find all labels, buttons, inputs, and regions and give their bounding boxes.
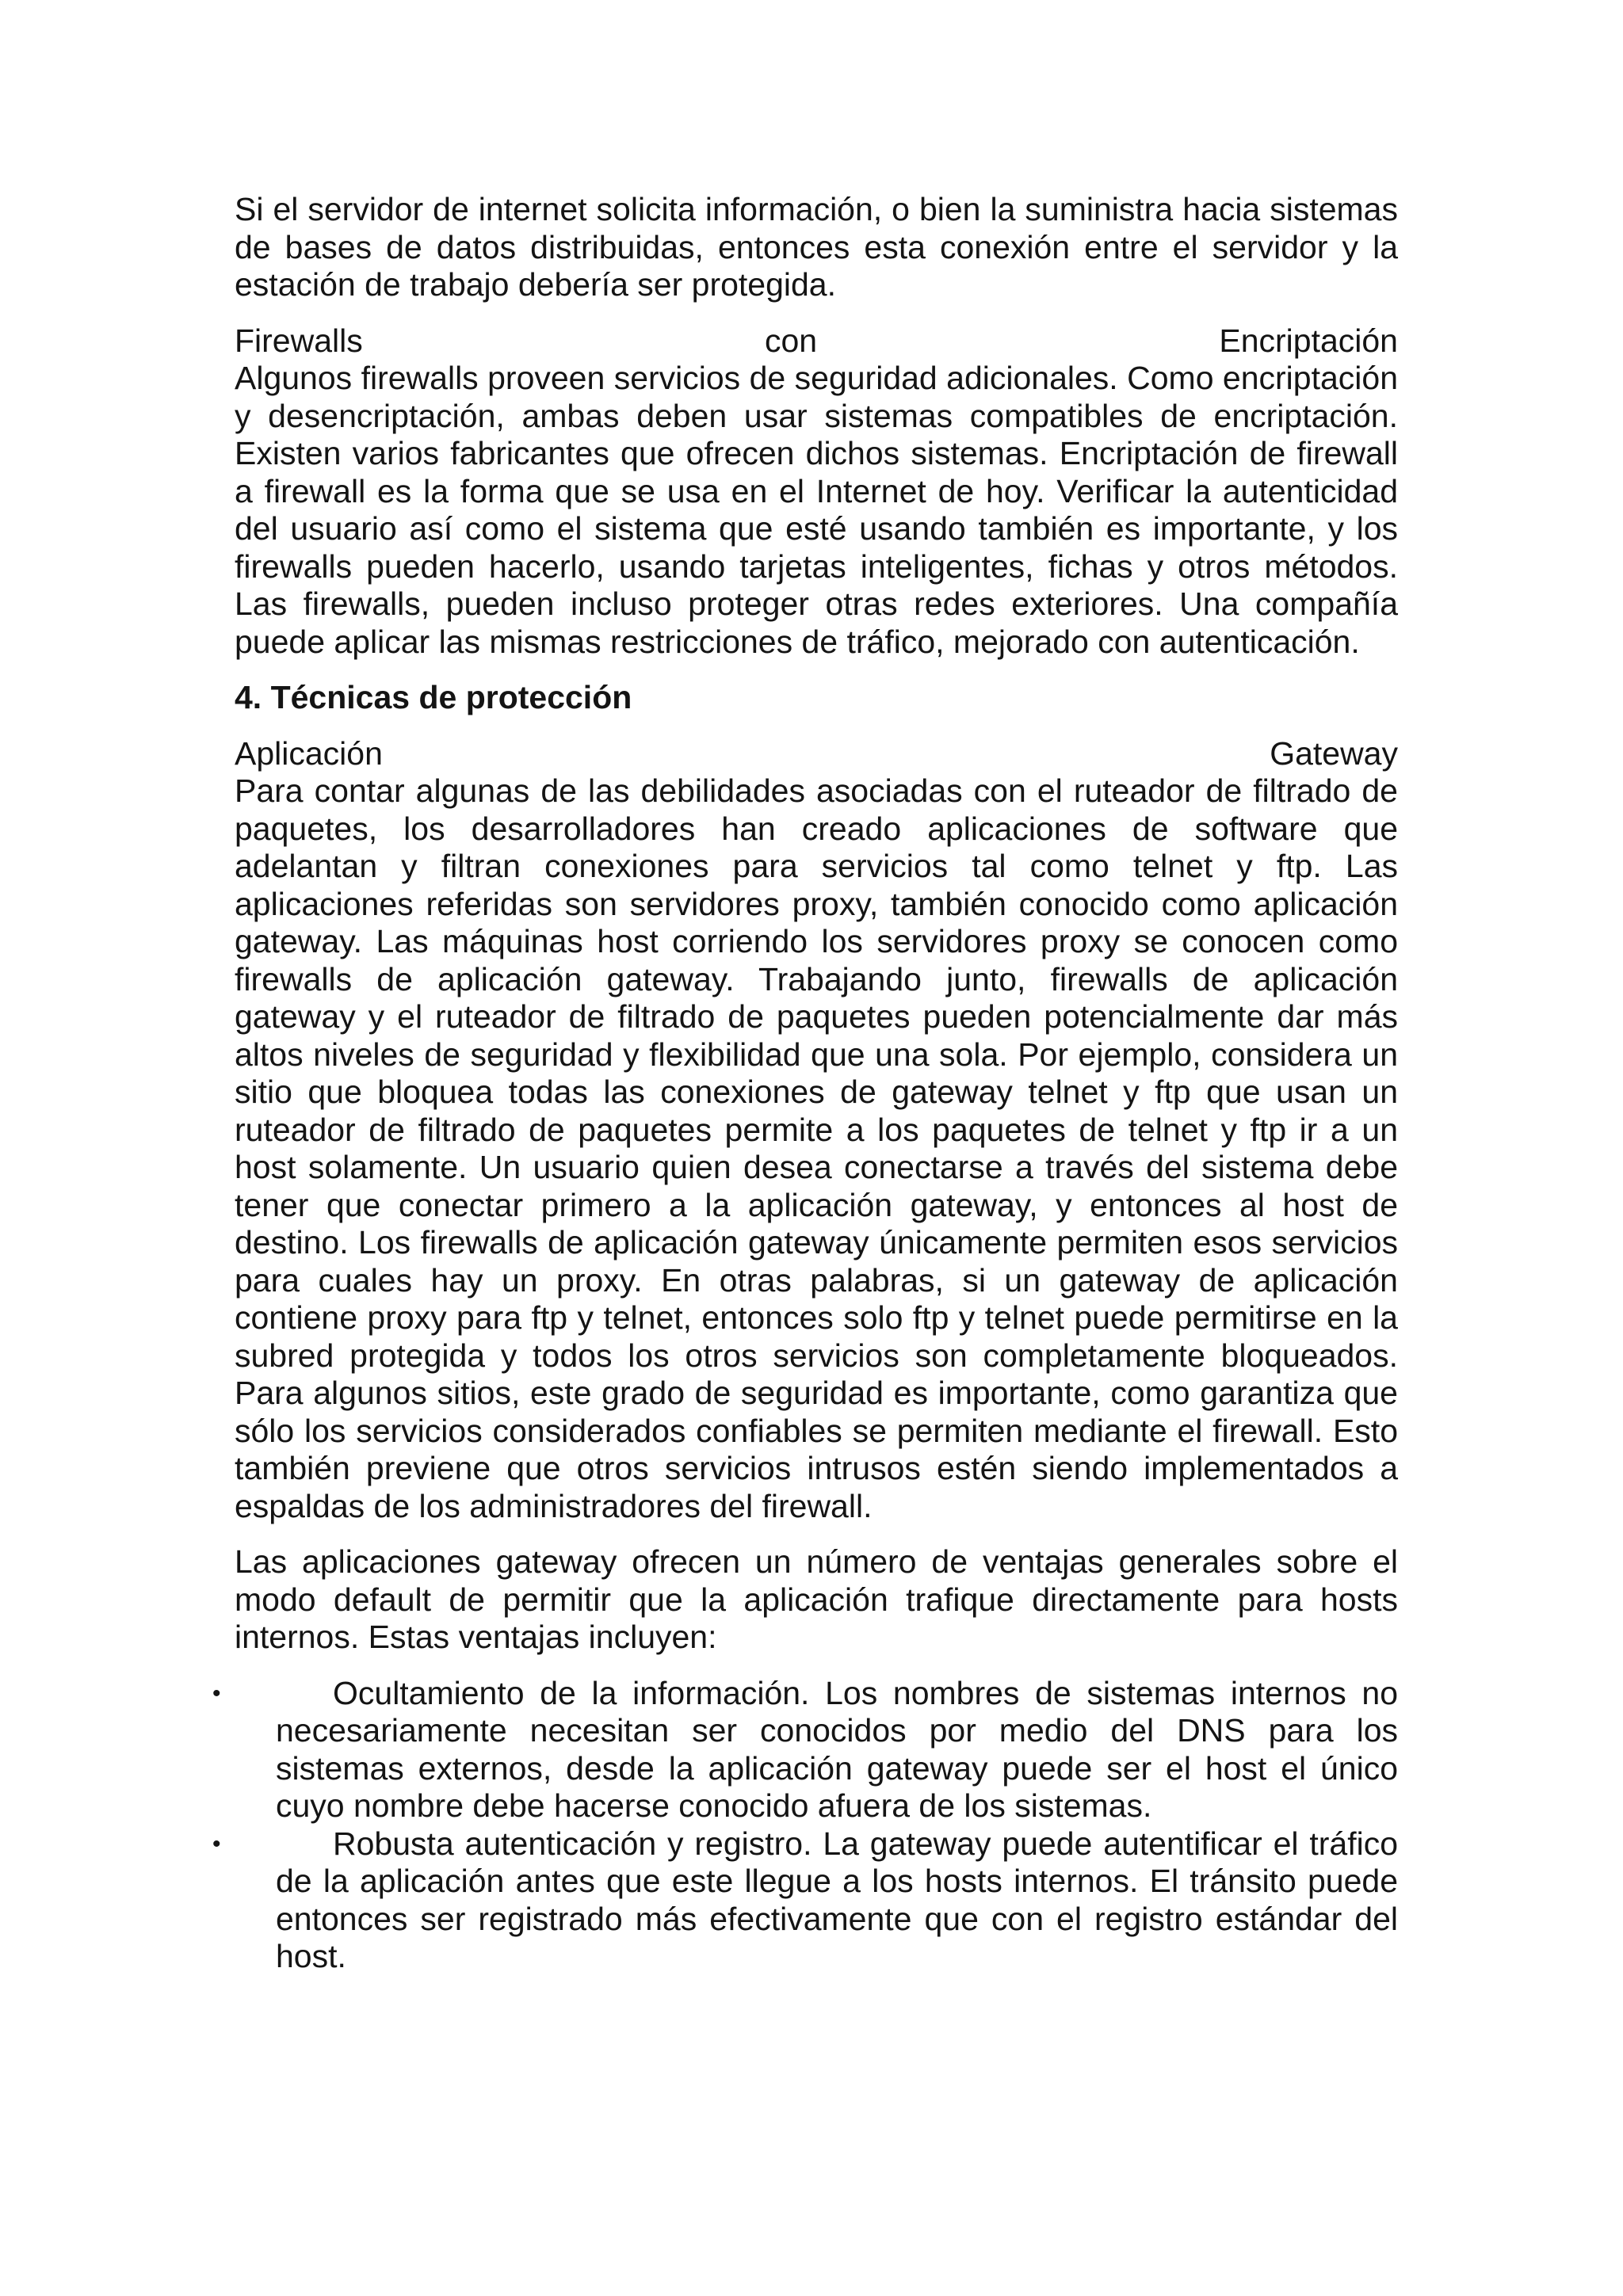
subheading-word-firewalls: Firewalls <box>235 322 363 359</box>
subheading-application-gateway <box>235 735 1398 773</box>
bullet-icon: • <box>212 1680 221 1707</box>
advantages-list <box>212 1674 1398 1976</box>
paragraph-gateway-advantages: Las aplicaciones gateway ofrecen un número de ventajas generales sobre el modo default de permitir que la aplicación trafique directamente para hosts internos. Estas ventajas incluyen: <box>235 1543 1398 1655</box>
list-item <box>212 1674 1398 1825</box>
list-item <box>212 1825 1398 1976</box>
subheading-word-con: con <box>765 322 818 359</box>
paragraph-server-connection: Si el servidor de internet solicita información, o bien la suministra hacia sistemas de bases de datos distribuidas, entonces esta conexión entre el servidor y la estación de trabajo debería ser protegida. <box>235 191 1398 303</box>
list-item-text: Ocultamiento de la información. Los nombres de sistemas internos no necesariamente necesitan ser conocidos por medio del DNS para los sistemas externos, desde la aplicación gateway puede ser el host el único cuyo nombre debe hacerse conocido afuera de los sistemas. <box>276 1674 1398 1824</box>
section-heading-protection-techniques: 4. Técnicas de protección <box>235 679 632 715</box>
subheading-word-gateway: Gateway <box>1270 734 1398 772</box>
bullet-icon: • <box>212 1830 221 1857</box>
subheading-firewalls-encryption <box>235 322 1398 360</box>
subheading-word-encriptacion: Encriptación <box>1219 322 1398 359</box>
list-item-text: Robusta autenticación y registro. La gateway puede autentificar el tráfico de la aplicación antes que este llegue a los hosts internos. El tránsito puede entonces ser registrado más efectivamente que con el registro estándar del host. <box>276 1825 1398 1974</box>
paragraph-firewall-encryption: Algunos firewalls proveen servicios de seguridad adicionales. Como encriptación y desencriptación, ambas deben usar sistemas compatibles de encriptación. Existen varios fabricantes que ofrecen dichos sistemas. Encriptación de firewall a firewall es la forma que se usa en el Internet de hoy. Verificar la autenticidad del usuario así como el sistema que esté usando también es importante, y los firewalls pueden hacerlo, usando tarjetas inteligentes, fichas y otros métodos. Las firewalls, pueden incluso proteger otras redes exteriores. Una compañía puede aplicar las mismas restricciones de tráfico, mejorado con autenticación. <box>235 360 1398 660</box>
document-page <box>212 191 1398 1976</box>
subheading-word-aplicacion: Aplicación <box>235 734 383 772</box>
paragraph-application-gateway: Para contar algunas de las debilidades asociadas con el ruteador de filtrado de paquetes, los desarrolladores han creado aplicaciones de software que adelantan y filtran conexiones para servicios tal como telnet y ftp. Las aplicaciones referidas son servidores proxy, también conocido como aplicación gateway. Las máquinas host corriendo los servidores proxy se conocen como firewalls de aplicación gateway. Trabajando junto, firewalls de aplicación gateway y el ruteador de filtrado de paquetes pueden potencialmente dar más altos niveles de seguridad y flexibilidad que una sola. Por ejemplo, considera un sitio que bloquea todas las conexiones de gateway telnet y ftp que usan un ruteador de filtrado de paquetes permite a los paquetes de telnet y ftp ir a un host solamente. Un usuario quien desea conectarse a través del sistema debe tener que conectar primero a la aplicación gateway, y entonces al host de destino. Los firewalls de aplicación gateway únicamente permiten esos servicios para cuales hay un proxy. En otras palabras, si un gateway de aplicación contiene proxy para ftp y telnet, entonces solo ftp y telnet puede permitirse en la subred protegida y todos los otros servicios son completamente bloqueados. Para algunos sitios, este grado de seguridad es importante, como garantiza que sólo los servicios considerados confiables se permiten mediante el firewall. Esto también previene que otros servicios intrusos estén siendo implementados a espaldas de los administradores del firewall. <box>235 772 1398 1524</box>
